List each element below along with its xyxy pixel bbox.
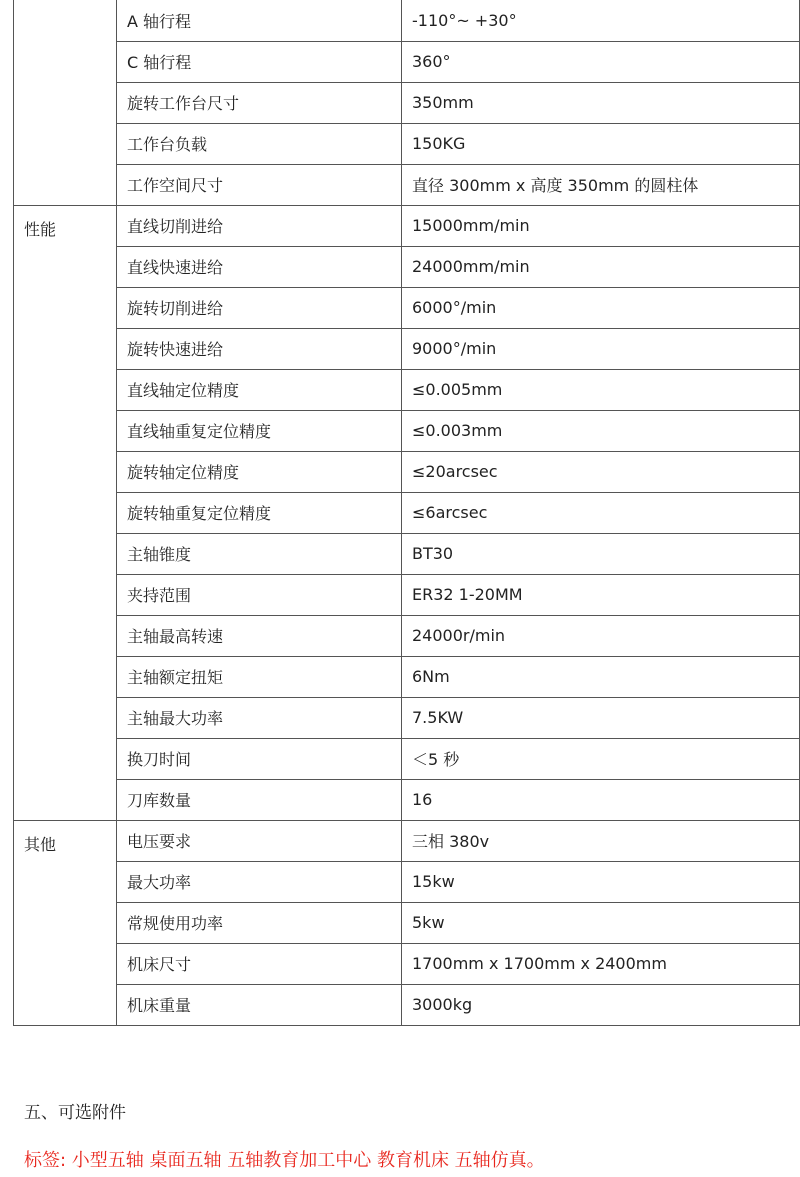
spec-name: 机床重量 (117, 984, 402, 1025)
spec-row (14, 697, 800, 738)
spec-value: BT30 (402, 533, 800, 574)
spec-value: 5kw (402, 902, 800, 943)
spec-name: 主轴额定扭矩 (117, 656, 402, 697)
spec-row (14, 287, 800, 328)
spec-name: 机床尺寸 (117, 943, 402, 984)
section-heading: 五、可选附件 (24, 1103, 126, 1123)
spec-name: 刀库数量 (117, 779, 402, 820)
spec-name: 直线切削进给 (117, 205, 402, 246)
spec-name: 旋转工作台尺寸 (117, 82, 402, 123)
spec-value: ≤0.003mm (402, 410, 800, 451)
spec-value: 7.5KW (402, 697, 800, 738)
spec-row (14, 410, 800, 451)
spec-row (14, 123, 800, 164)
spec-table (13, 0, 800, 1026)
spec-name: 最大功率 (117, 861, 402, 902)
spec-category: 其他 (14, 820, 117, 1025)
spec-category: 性能 (14, 205, 117, 820)
spec-value: 360° (402, 41, 800, 82)
spec-row (14, 615, 800, 656)
spec-value: -110°~ +30° (402, 0, 800, 41)
spec-row (14, 574, 800, 615)
spec-value: ≤0.005mm (402, 369, 800, 410)
spec-name: 主轴锥度 (117, 533, 402, 574)
spec-category (14, 0, 117, 205)
spec-row (14, 943, 800, 984)
spec-row (14, 779, 800, 820)
spec-value: 15kw (402, 861, 800, 902)
spec-value: 24000r/min (402, 615, 800, 656)
spec-value: 1700mm x 1700mm x 2400mm (402, 943, 800, 984)
spec-row (14, 902, 800, 943)
spec-value: 150KG (402, 123, 800, 164)
spec-row (14, 82, 800, 123)
spec-value: ER32 1-20MM (402, 574, 800, 615)
spec-row (14, 820, 800, 861)
spec-row (14, 984, 800, 1025)
spec-name: 工作台负载 (117, 123, 402, 164)
spec-name: 旋转轴定位精度 (117, 451, 402, 492)
spec-name: 旋转轴重复定位精度 (117, 492, 402, 533)
spec-value: 三相 380v (402, 820, 800, 861)
spec-row (14, 533, 800, 574)
spec-value: 6Nm (402, 656, 800, 697)
spec-name: A 轴行程 (117, 0, 402, 41)
spec-value: 16 (402, 779, 800, 820)
spec-name: 旋转切削进给 (117, 287, 402, 328)
spec-name: 主轴最大功率 (117, 697, 402, 738)
spec-row (14, 164, 800, 205)
spec-row (14, 41, 800, 82)
spec-name: C 轴行程 (117, 41, 402, 82)
spec-value: 直径 300mm x 高度 350mm 的圆柱体 (402, 164, 800, 205)
spec-value: 3000kg (402, 984, 800, 1025)
spec-value: ≤20arcsec (402, 451, 800, 492)
spec-name: 工作空间尺寸 (117, 164, 402, 205)
spec-name: 夹持范围 (117, 574, 402, 615)
spec-row (14, 205, 800, 246)
spec-value: 15000mm/min (402, 205, 800, 246)
spec-value: 24000mm/min (402, 246, 800, 287)
spec-name: 电压要求 (117, 820, 402, 861)
spec-row (14, 246, 800, 287)
spec-row (14, 492, 800, 533)
spec-value: 350mm (402, 82, 800, 123)
spec-value: 9000°/min (402, 328, 800, 369)
spec-row (14, 328, 800, 369)
spec-value: 6000°/min (402, 287, 800, 328)
tags-line: 标签: 小型五轴 桌面五轴 五轴教育加工中心 教育机床 五轴仿真。 (24, 1150, 545, 1171)
spec-row (14, 0, 800, 41)
spec-row (14, 451, 800, 492)
spec-row (14, 656, 800, 697)
spec-value: ≤6arcsec (402, 492, 800, 533)
spec-name: 主轴最高转速 (117, 615, 402, 656)
spec-row (14, 861, 800, 902)
spec-name: 常规使用功率 (117, 902, 402, 943)
spec-name: 直线轴定位精度 (117, 369, 402, 410)
spec-name: 直线轴重复定位精度 (117, 410, 402, 451)
spec-name: 直线快速进给 (117, 246, 402, 287)
spec-row (14, 369, 800, 410)
spec-value: ＜5 秒 (402, 738, 800, 779)
spec-name: 换刀时间 (117, 738, 402, 779)
spec-name: 旋转快速进给 (117, 328, 402, 369)
spec-row (14, 738, 800, 779)
spec-table-body (14, 0, 800, 1025)
